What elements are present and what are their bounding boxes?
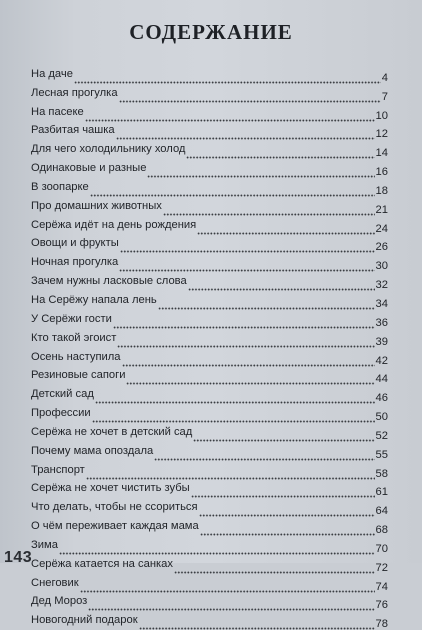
toc-entry-title: Что делать, чтобы не ссориться: [31, 501, 198, 514]
toc-entry-title: Зачем нужны ласковые слова: [31, 275, 187, 288]
toc-entry: [31, 423, 388, 442]
toc-entry-page-number: 55: [375, 448, 388, 461]
toc-entry-page-number: 24: [375, 222, 388, 235]
toc-entry: [31, 310, 388, 329]
toc-entry: [31, 197, 388, 216]
toc-entry-page-number: 32: [375, 279, 388, 292]
toc-entry-title: О чём переживает каждая мама: [31, 520, 199, 533]
toc-entry-title: На даче: [31, 67, 73, 80]
toc-entry: [31, 65, 388, 84]
toc-entry-page-number: 50: [375, 411, 388, 424]
toc-entry: [31, 178, 388, 197]
toc-entry-page-number: 61: [375, 486, 388, 499]
toc-entry-page-number: 18: [375, 184, 388, 197]
toc-entry: [31, 480, 388, 499]
toc-entry-title: Для чего холодильнику холод: [31, 143, 186, 156]
toc-entry: [31, 404, 388, 423]
toc-entry-title: У Серёжи гости: [31, 312, 112, 325]
toc-entry-page-number: 78: [375, 618, 388, 630]
toc-entry-title: На пасеке: [31, 105, 84, 118]
toc-entry: [31, 235, 388, 254]
toc-entry-title: На Серёжу напала лень: [31, 293, 157, 306]
toc-entry: [31, 291, 388, 310]
toc-entry-page-number: 36: [375, 316, 388, 329]
toc-entry-page-number: 76: [375, 599, 388, 612]
toc-entry-page-number: 10: [375, 109, 388, 122]
toc-entry-page-number: 72: [375, 561, 388, 574]
toc-entry-title: Зима: [31, 538, 58, 551]
toc-entry-title: Дед Мороз: [31, 595, 88, 608]
table-of-contents: [31, 65, 388, 630]
toc-entry-title: Ночная прогулка: [31, 256, 119, 269]
toc-entry-page-number: 58: [375, 467, 388, 480]
toc-entry: [31, 517, 388, 536]
toc-entry: [31, 122, 388, 141]
toc-entry-page-number: 34: [375, 297, 388, 310]
toc-entry-title: Разбитая чашка: [31, 124, 115, 137]
toc-entry: [31, 461, 388, 480]
toc-entry: [31, 442, 388, 461]
toc-entry-page-number: 21: [375, 203, 388, 216]
toc-entry-page-number: 70: [375, 542, 388, 555]
toc-entry: [31, 611, 388, 630]
toc-entry-title: Серёжа не хочет в детский сад: [31, 425, 193, 438]
dot-leader: [139, 624, 375, 630]
toc-entry: [31, 555, 388, 574]
toc-entry-page-number: 44: [375, 373, 388, 386]
toc-entry-title: Снеговик: [31, 576, 79, 589]
toc-entry: [31, 348, 388, 367]
toc-entry-page-number: 52: [375, 429, 388, 442]
toc-entry: [31, 272, 388, 291]
toc-entry-page-number: 46: [375, 392, 388, 405]
toc-entry-title: Серёжа катается на санках: [31, 557, 173, 570]
toc-entry: [31, 253, 388, 272]
toc-entry-title: Профессии: [31, 407, 91, 420]
toc-entry: [31, 367, 388, 386]
toc-entry: [31, 140, 388, 159]
toc-entry-title: Детский сад: [31, 388, 94, 401]
toc-entry-title: Серёжа не хочет чистить зубы: [31, 482, 190, 495]
toc-entry: [31, 159, 388, 178]
page-title: СОДЕРЖАНИЕ: [129, 20, 293, 44]
toc-entry-page-number: 39: [375, 335, 388, 348]
toc-entry-page-number: 68: [375, 524, 388, 537]
toc-entry: [31, 385, 388, 404]
toc-entry-page-number: 74: [375, 580, 388, 593]
toc-entry-title: Одинаковые и разные: [31, 162, 147, 175]
toc-entry: [31, 84, 388, 103]
toc-entry-page-number: 14: [375, 147, 388, 160]
toc-entry: [31, 593, 388, 612]
toc-entry-title: Осень наступила: [31, 350, 121, 363]
toc-entry-title: Овощи и фрукты: [31, 237, 119, 250]
toc-entry-page-number: 26: [375, 241, 388, 254]
toc-entry-title: Резиновые сапоги: [31, 369, 126, 382]
toc-entry: [31, 103, 388, 122]
toc-entry-page-number: 30: [375, 260, 388, 273]
toc-entry-page-number: 64: [375, 505, 388, 518]
toc-entry: [31, 216, 388, 235]
toc-entry-page-number: 12: [375, 128, 388, 141]
toc-entry-title: Почему мама опоздала: [31, 444, 154, 457]
toc-entry-page-number: 16: [375, 166, 388, 179]
toc-entry-title: Серёжа идёт на день рождения: [31, 218, 197, 231]
toc-entry-page-number: 42: [375, 354, 388, 367]
toc-entry: [31, 329, 388, 348]
toc-entry: [31, 574, 388, 593]
toc-entry-title: Кто такой эгоист: [31, 331, 117, 344]
toc-entry-title: Новогодний подарок: [31, 614, 138, 627]
toc-entry-title: Лесная прогулка: [31, 86, 118, 99]
toc-entry: [31, 536, 388, 555]
toc-entry-page-number: 4: [381, 71, 388, 84]
toc-entry-page-number: 7: [381, 90, 388, 103]
toc-entry: [31, 498, 388, 517]
toc-entry-title: В зоопарке: [31, 180, 89, 193]
toc-entry-title: Про домашних животных: [31, 199, 162, 212]
page-number: 143: [4, 549, 33, 566]
toc-entry-title: Транспорт: [31, 463, 85, 476]
